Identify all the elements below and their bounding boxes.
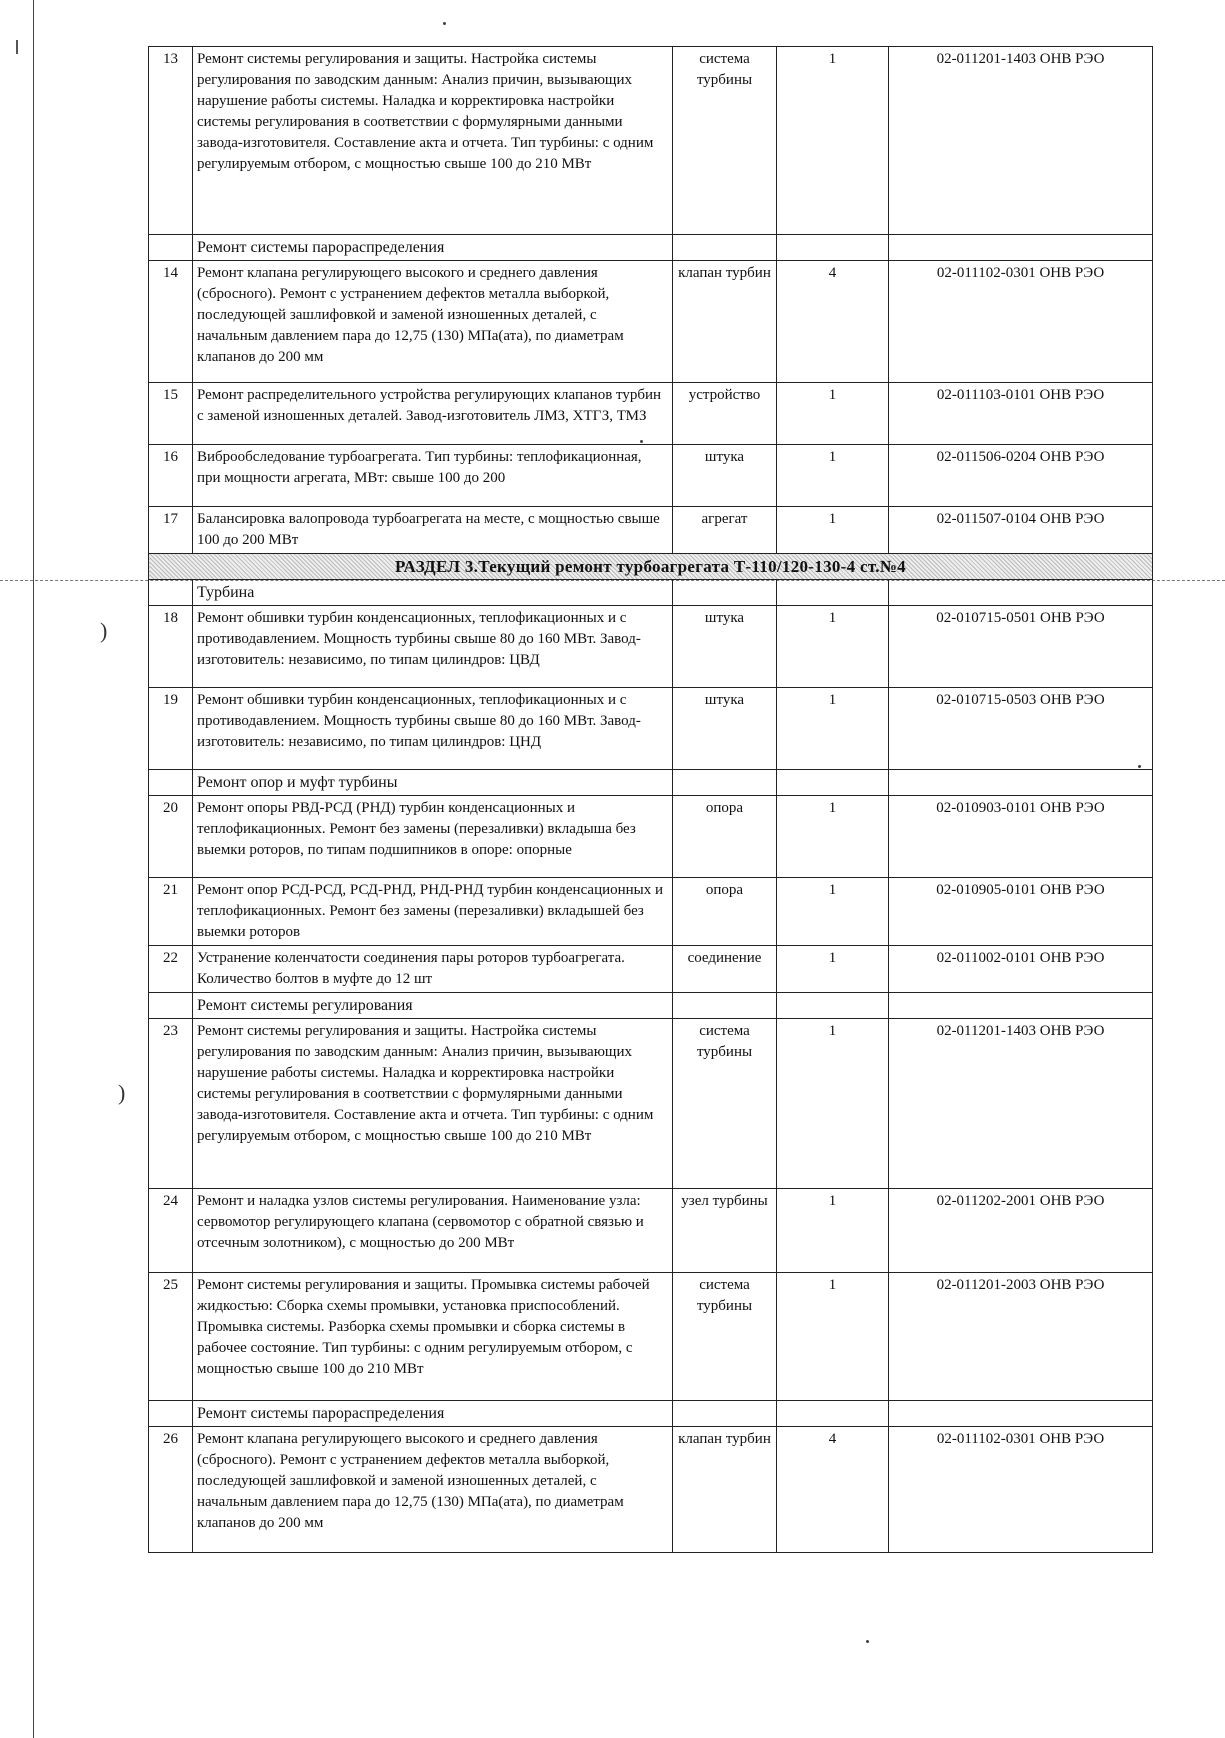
subsection-row <box>149 580 1153 606</box>
item-number: 16 <box>149 445 193 507</box>
item-unit: система турбины <box>673 47 777 235</box>
empty-cell <box>889 235 1153 261</box>
scan-mark: ) <box>100 618 108 643</box>
item-code: 02-010715-0503 ОНВ РЭО <box>889 688 1153 770</box>
item-unit: узел турбины <box>673 1189 777 1273</box>
item-description: Ремонт обшивки турбин конденсационных, теплофикационных и с противодавлением. Мощность турбины свыше 80 до 160 МВт. Завод-изготовитель: независимо, по типам цилиндров: ЦНД <box>193 688 673 770</box>
item-quantity: 1 <box>777 507 889 554</box>
item-code: 02-011002-0101 ОНВ РЭО <box>889 946 1153 993</box>
subsection-row <box>149 1401 1153 1427</box>
item-quantity: 1 <box>777 878 889 946</box>
item-code: 02-011506-0204 ОНВ РЭО <box>889 445 1153 507</box>
item-description: Балансировка валопровода турбоагрегата на месте, с мощностью свыше 100 до 200 МВт <box>193 507 673 554</box>
item-unit: опора <box>673 796 777 878</box>
item-code: 02-010903-0101 ОНВ РЭО <box>889 796 1153 878</box>
item-unit: штука <box>673 606 777 688</box>
empty-cell <box>777 1401 889 1427</box>
table-row <box>149 261 1153 383</box>
scan-mark: ) <box>118 1080 126 1105</box>
table-row <box>149 1273 1153 1401</box>
item-code: 02-011201-1403 ОНВ РЭО <box>889 1019 1153 1189</box>
item-number: 17 <box>149 507 193 554</box>
section-title: РАЗДЕЛ 3.Текущий ремонт турбоагрегата Т-110/120-130-4 ст.№4 <box>149 554 1153 580</box>
subsection-heading: Ремонт опор и муфт турбины <box>193 770 673 796</box>
item-number: 20 <box>149 796 193 878</box>
subsection-row <box>149 235 1153 261</box>
subsection-heading: Турбина <box>193 580 673 606</box>
table-row <box>149 445 1153 507</box>
empty-cell <box>889 993 1153 1019</box>
subsection-row <box>149 770 1153 796</box>
item-number: 22 <box>149 946 193 993</box>
item-number: 13 <box>149 47 193 235</box>
item-description: Ремонт и наладка узлов системы регулирования. Наименование узла: сервомотор регулирующего клапана (сервомотор с обратной связью и отсечным золотником), с мощностью до 200 МВт <box>193 1189 673 1273</box>
item-number: 21 <box>149 878 193 946</box>
empty-cell <box>673 1401 777 1427</box>
item-unit: клапан турбин <box>673 261 777 383</box>
empty-cell <box>149 770 193 796</box>
item-number: 15 <box>149 383 193 445</box>
subsection-row <box>149 993 1153 1019</box>
empty-cell <box>777 770 889 796</box>
scan-margin-line <box>33 0 34 1738</box>
table-row <box>149 1019 1153 1189</box>
item-quantity: 1 <box>777 445 889 507</box>
item-unit: опора <box>673 878 777 946</box>
table-row <box>149 688 1153 770</box>
empty-cell <box>777 580 889 606</box>
item-number: 26 <box>149 1427 193 1553</box>
item-code: 02-011201-1403 ОНВ РЭО <box>889 47 1153 235</box>
item-quantity: 4 <box>777 1427 889 1553</box>
section-row <box>149 554 1153 580</box>
table-row <box>149 1427 1153 1553</box>
item-quantity: 1 <box>777 47 889 235</box>
work-items-table <box>148 46 1153 1553</box>
item-quantity: 1 <box>777 1189 889 1273</box>
table-row <box>149 507 1153 554</box>
item-description: Ремонт клапана регулирующего высокого и среднего давления (сбросного). Ремонт с устранением дефектов металла выборкой, последующей зашлифовкой и заменой изношенных деталей, с начальным давлением пара до 12,75 (130) МПа(ата), по диаметрам клапанов до 200 мм <box>193 1427 673 1553</box>
item-unit: устройство <box>673 383 777 445</box>
item-unit: система турбины <box>673 1273 777 1401</box>
item-number: 25 <box>149 1273 193 1401</box>
item-description: Ремонт клапана регулирующего высокого и среднего давления (сбросного). Ремонт с устранением дефектов металла выборкой, последующей зашлифовкой и заменой изношенных деталей, с начальным давлением пара до 12,75 (130) МПа(ата), по диаметрам клапанов до 200 мм <box>193 261 673 383</box>
item-description: Ремонт системы регулирования и защиты. Промывка системы рабочей жидкостью: Сборка схемы промывки, установка приспособлений. Промывка системы. Разборка схемы промывки и сборка системы в рабочее состояние. Тип турбины: с одним регулируемым отбором, с мощностью свыше 100 до 210 МВт <box>193 1273 673 1401</box>
item-quantity: 1 <box>777 1273 889 1401</box>
empty-cell <box>673 580 777 606</box>
item-unit: клапан турбин <box>673 1427 777 1553</box>
empty-cell <box>149 580 193 606</box>
table-row <box>149 796 1153 878</box>
subsection-heading: Ремонт системы парораспределения <box>193 1401 673 1427</box>
item-quantity: 1 <box>777 1019 889 1189</box>
item-number: 19 <box>149 688 193 770</box>
table-body <box>149 47 1153 1553</box>
scan-speck <box>866 1640 869 1643</box>
item-unit: штука <box>673 445 777 507</box>
scan-margin-tick <box>16 40 18 54</box>
empty-cell <box>889 1401 1153 1427</box>
item-description: Ремонт системы регулирования и защиты. Настройка системы регулирования по заводским данным: Анализ причин, вызывающих нарушение работы системы. Наладка и корректировка настройки системы регулирования в соответствии с формулярными данными завода-изготовителя. Составление акта и отчета. Тип турбины: с одним регулируемым отбором, с мощностью свыше 100 до 210 МВт <box>193 1019 673 1189</box>
item-description: Ремонт опор РСД-РСД, РСД-РНД, РНД-РНД турбин конденсационных и теплофикационных. Ремонт без замены (перезаливки) вкладышей без выемки роторов <box>193 878 673 946</box>
item-quantity: 1 <box>777 383 889 445</box>
item-description: Ремонт системы регулирования и защиты. Настройка системы регулирования по заводским данным: Анализ причин, вызывающих нарушение работы системы. Наладка и корректировка настройки системы регулирования в соответствии с формулярными данными завода-изготовителя. Составление акта и отчета. Тип турбины: с одним регулируемым отбором, с мощностью свыше 100 до 210 МВт <box>193 47 673 235</box>
item-description: Ремонт распределительного устройства регулирующих клапанов турбин с заменой изношенных деталей. Завод-изготовитель ЛМЗ, ХТГЗ, ТМЗ <box>193 383 673 445</box>
empty-cell <box>149 235 193 261</box>
empty-cell <box>777 235 889 261</box>
table-row <box>149 1189 1153 1273</box>
item-number: 18 <box>149 606 193 688</box>
item-code: 02-011201-2003 ОНВ РЭО <box>889 1273 1153 1401</box>
item-quantity: 1 <box>777 606 889 688</box>
item-code: 02-011102-0301 ОНВ РЭО <box>889 261 1153 383</box>
empty-cell <box>777 993 889 1019</box>
subsection-heading: Ремонт системы регулирования <box>193 993 673 1019</box>
empty-cell <box>149 1401 193 1427</box>
table-row <box>149 606 1153 688</box>
item-number: 14 <box>149 261 193 383</box>
item-description: Ремонт опоры РВД-РСД (РНД) турбин конденсационных и теплофикационных. Ремонт без замены (перезаливки) вкладыша без выемки роторов, по типам подшипников в опоре: опорные <box>193 796 673 878</box>
item-description: Ремонт обшивки турбин конденсационных, теплофикационных и с противодавлением. Мощность турбины свыше 80 до 160 МВт. Завод-изготовитель: независимо, по типам цилиндров: ЦВД <box>193 606 673 688</box>
item-unit: система турбины <box>673 1019 777 1189</box>
empty-cell <box>673 993 777 1019</box>
item-code: 02-011202-2001 ОНВ РЭО <box>889 1189 1153 1273</box>
scan-speck <box>443 22 446 25</box>
item-code: 02-011507-0104 ОНВ РЭО <box>889 507 1153 554</box>
empty-cell <box>889 580 1153 606</box>
subsection-heading: Ремонт системы парораспределения <box>193 235 673 261</box>
empty-cell <box>673 235 777 261</box>
item-unit: штука <box>673 688 777 770</box>
item-number: 23 <box>149 1019 193 1189</box>
item-description: Виброобследование турбоагрегата. Тип турбины: теплофикационная, при мощности агрегата, МВт: свыше 100 до 200 <box>193 445 673 507</box>
empty-cell <box>889 770 1153 796</box>
item-number: 24 <box>149 1189 193 1273</box>
table-row <box>149 47 1153 235</box>
table-row <box>149 878 1153 946</box>
empty-cell <box>149 993 193 1019</box>
item-code: 02-011103-0101 ОНВ РЭО <box>889 383 1153 445</box>
item-unit: агрегат <box>673 507 777 554</box>
item-quantity: 4 <box>777 261 889 383</box>
table-row <box>149 946 1153 993</box>
item-code: 02-011102-0301 ОНВ РЭО <box>889 1427 1153 1553</box>
table-row <box>149 383 1153 445</box>
item-quantity: 1 <box>777 946 889 993</box>
item-quantity: 1 <box>777 796 889 878</box>
item-unit: соединение <box>673 946 777 993</box>
item-description: Устранение коленчатости соединения пары роторов турбоагрегата. Количество болтов в муфте до 12 шт <box>193 946 673 993</box>
item-code: 02-010715-0501 ОНВ РЭО <box>889 606 1153 688</box>
item-code: 02-010905-0101 ОНВ РЭО <box>889 878 1153 946</box>
item-quantity: 1 <box>777 688 889 770</box>
empty-cell <box>673 770 777 796</box>
